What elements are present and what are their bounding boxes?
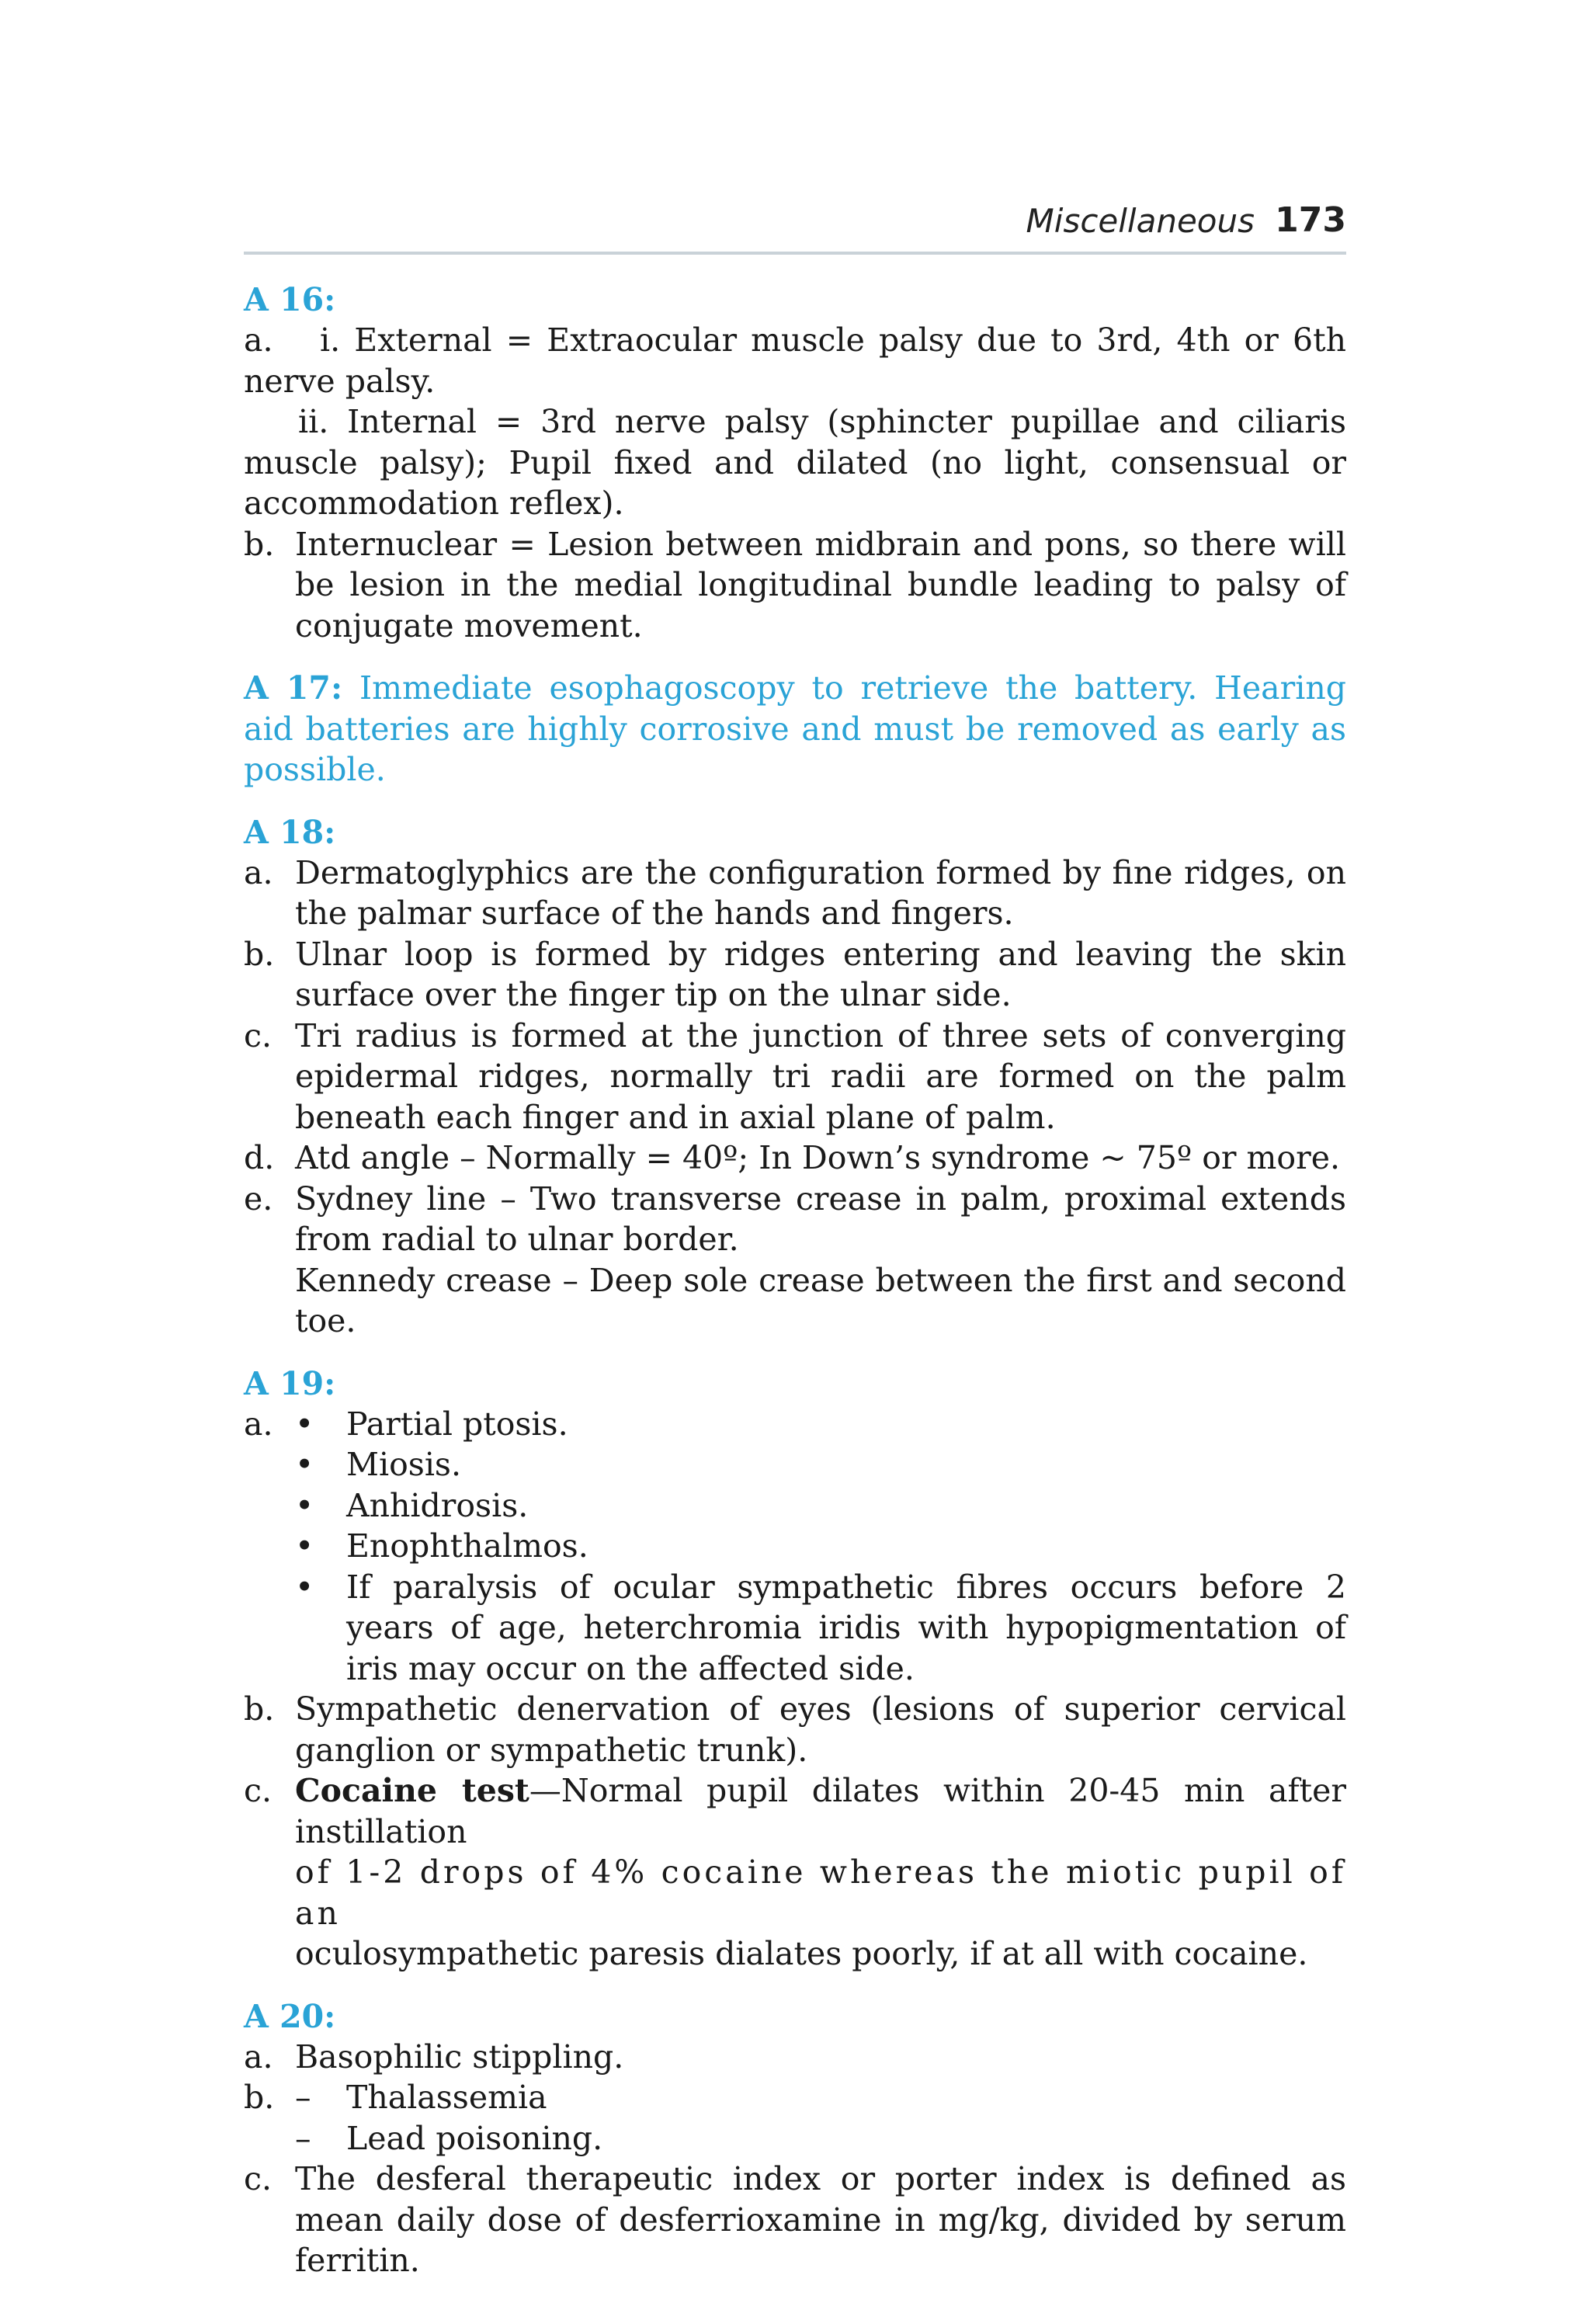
item-label: c.	[244, 1016, 272, 1054]
answer-18-item	[244, 934, 1346, 1016]
answer-16-heading: A 16:	[244, 281, 336, 318]
answer-18-item	[244, 1138, 1346, 1179]
item-text: Basophilic stippling.	[295, 2037, 624, 2076]
item-label: b.	[244, 935, 275, 973]
answer-18-heading: A 18:	[244, 813, 336, 851]
item-label: a.	[244, 1405, 273, 1443]
bullet-text: Anhidrosis.	[346, 1486, 529, 1524]
answer-20	[244, 1996, 1346, 2281]
chapter-title: Miscellaneous	[1026, 202, 1255, 240]
page-content	[244, 280, 1346, 2303]
answer-17-heading: A 17:	[244, 669, 343, 707]
item-text-line-2: of 1-2 drops of 4% cocaine whereas the miotic pupil of an	[295, 1853, 1346, 1932]
answer-17	[244, 668, 1346, 790]
bullet-item	[244, 1526, 1346, 1567]
answer-20-heading: A 20:	[244, 1997, 336, 2035]
item-label: c.	[244, 2160, 272, 2197]
running-header	[244, 191, 1346, 255]
bullet-symbol: •	[295, 1568, 314, 1606]
bullet-item	[244, 1404, 1346, 1445]
bullet-symbol: •	[295, 1405, 314, 1443]
item-text: —Normal pupil dilates within 20-45 min after instillation	[295, 1772, 1346, 1850]
answer-18-item	[244, 1016, 1346, 1138]
item-label: c.	[244, 1772, 272, 1809]
item-text: Sympathetic denervation of eyes (lesions of superior cervical ganglion or sympathetic trunk).	[295, 1690, 1346, 1769]
item-label: e.	[244, 1179, 273, 1218]
answer-20-item-b	[244, 2077, 1346, 2159]
answer-19-item-b	[244, 1689, 1346, 1770]
item-text: The desferal therapeutic index or porter index is defined as mean daily dose of desferrioxamine in mg/kg, divided by serum ferritin.	[295, 2160, 1346, 2279]
item-text-line-3: oculosympathetic paresis dialates poorly, if at all with cocaine.	[295, 1935, 1308, 1972]
item-text: Internal = 3rd nerve palsy (sphincter pupillae and ciliaris muscle palsy); Pupil fixed and dilated (no light, consensual or accommodation reflex).	[244, 403, 1346, 522]
answer-17-text	[244, 668, 1346, 790]
item-label: d.	[244, 1139, 275, 1176]
answer-16-item-a-i	[244, 320, 1346, 401]
answer-18-item-e-extra: Kennedy crease – Deep sole crease between the first and second toe.	[295, 1261, 1346, 1339]
roman-numeral: ii.	[298, 403, 329, 440]
answer-19-heading: A 19:	[244, 1364, 336, 1402]
answer-18-item	[244, 853, 1346, 934]
answer-16-item-a-ii	[244, 401, 1346, 524]
item-label: b.	[244, 2079, 275, 2116]
item-text: Sydney line – Two transverse crease in palm, proximal extends from radial to ulnar border.	[295, 1179, 1346, 1258]
answer-20-item-a	[244, 2037, 1346, 2078]
item-text: Atd angle – Normally = 40º; In Down’s syndrome ~ 75º or more.	[295, 1139, 1341, 1176]
bullet-item	[244, 1485, 1346, 1527]
answer-18-item	[244, 1179, 1346, 1260]
answer-18	[244, 812, 1346, 1342]
answer-19	[244, 1363, 1346, 1975]
bullet-text: Enophthalmos.	[346, 1527, 588, 1565]
dash-text: Thalassemia	[346, 2079, 547, 2116]
answer-17-body: Immediate esophagoscopy to retrieve the battery. Hearing aid batteries are highly corrosive and must be removed as early as possible.	[244, 669, 1346, 788]
bullet-symbol: •	[295, 1446, 314, 1483]
dash-item	[244, 2118, 1346, 2159]
answer-16	[244, 280, 1346, 646]
item-label: a.	[244, 853, 273, 891]
bullet-text: Partial ptosis.	[346, 1405, 568, 1443]
page-number: 173	[1275, 200, 1346, 240]
answer-20-item-c	[244, 2159, 1346, 2281]
bullet-text: Miosis.	[346, 1446, 462, 1483]
answer-19-item-a	[244, 1404, 1346, 1690]
item-text: Ulnar loop is formed by ridges entering and leaving the skin surface over the finger tip on the ulnar side.	[295, 935, 1346, 1013]
bullet-item	[244, 1567, 1346, 1690]
item-label: b.	[244, 525, 275, 563]
item-text-line-1	[295, 1770, 1346, 1852]
dash-symbol: –	[295, 2119, 311, 2157]
dash-text: Lead poisoning.	[346, 2119, 603, 2157]
roman-numeral: i.	[320, 321, 341, 359]
answer-16-item-b	[244, 524, 1346, 647]
dash-symbol: –	[295, 2079, 311, 2116]
bullet-item	[244, 1444, 1346, 1485]
item-text: Internuclear = Lesion between midbrain and pons, so there will be lesion in the medial longitudinal bundle leading to palsy of conjugate movement.	[295, 525, 1346, 644]
answer-19-item-c	[244, 1770, 1346, 1975]
bullet-text: If paralysis of ocular sympathetic fibres occurs before 2 years of age, heterchromia iridis with hypopigmentation of iris may occur on the affected side.	[346, 1568, 1346, 1687]
item-text: Tri radius is formed at the junction of three sets of converging epidermal ridges, normally tri radii are formed on the palm beneath each finger and in axial plane of palm.	[295, 1016, 1346, 1136]
bullet-symbol: •	[295, 1486, 314, 1524]
dash-item	[244, 2077, 1346, 2118]
item-label: b.	[244, 1690, 275, 1728]
item-label: a.	[244, 321, 273, 359]
item-label: a.	[244, 2037, 273, 2076]
bullet-symbol: •	[295, 1527, 314, 1565]
item-text: Dermatoglyphics are the configuration formed by fine ridges, on the palmar surface of the hands and fingers.	[295, 853, 1346, 932]
item-text: External = Extraocular muscle palsy due to 3rd, 4th or 6th nerve palsy.	[244, 321, 1346, 400]
cocaine-test-term: Cocaine test	[295, 1772, 529, 1809]
